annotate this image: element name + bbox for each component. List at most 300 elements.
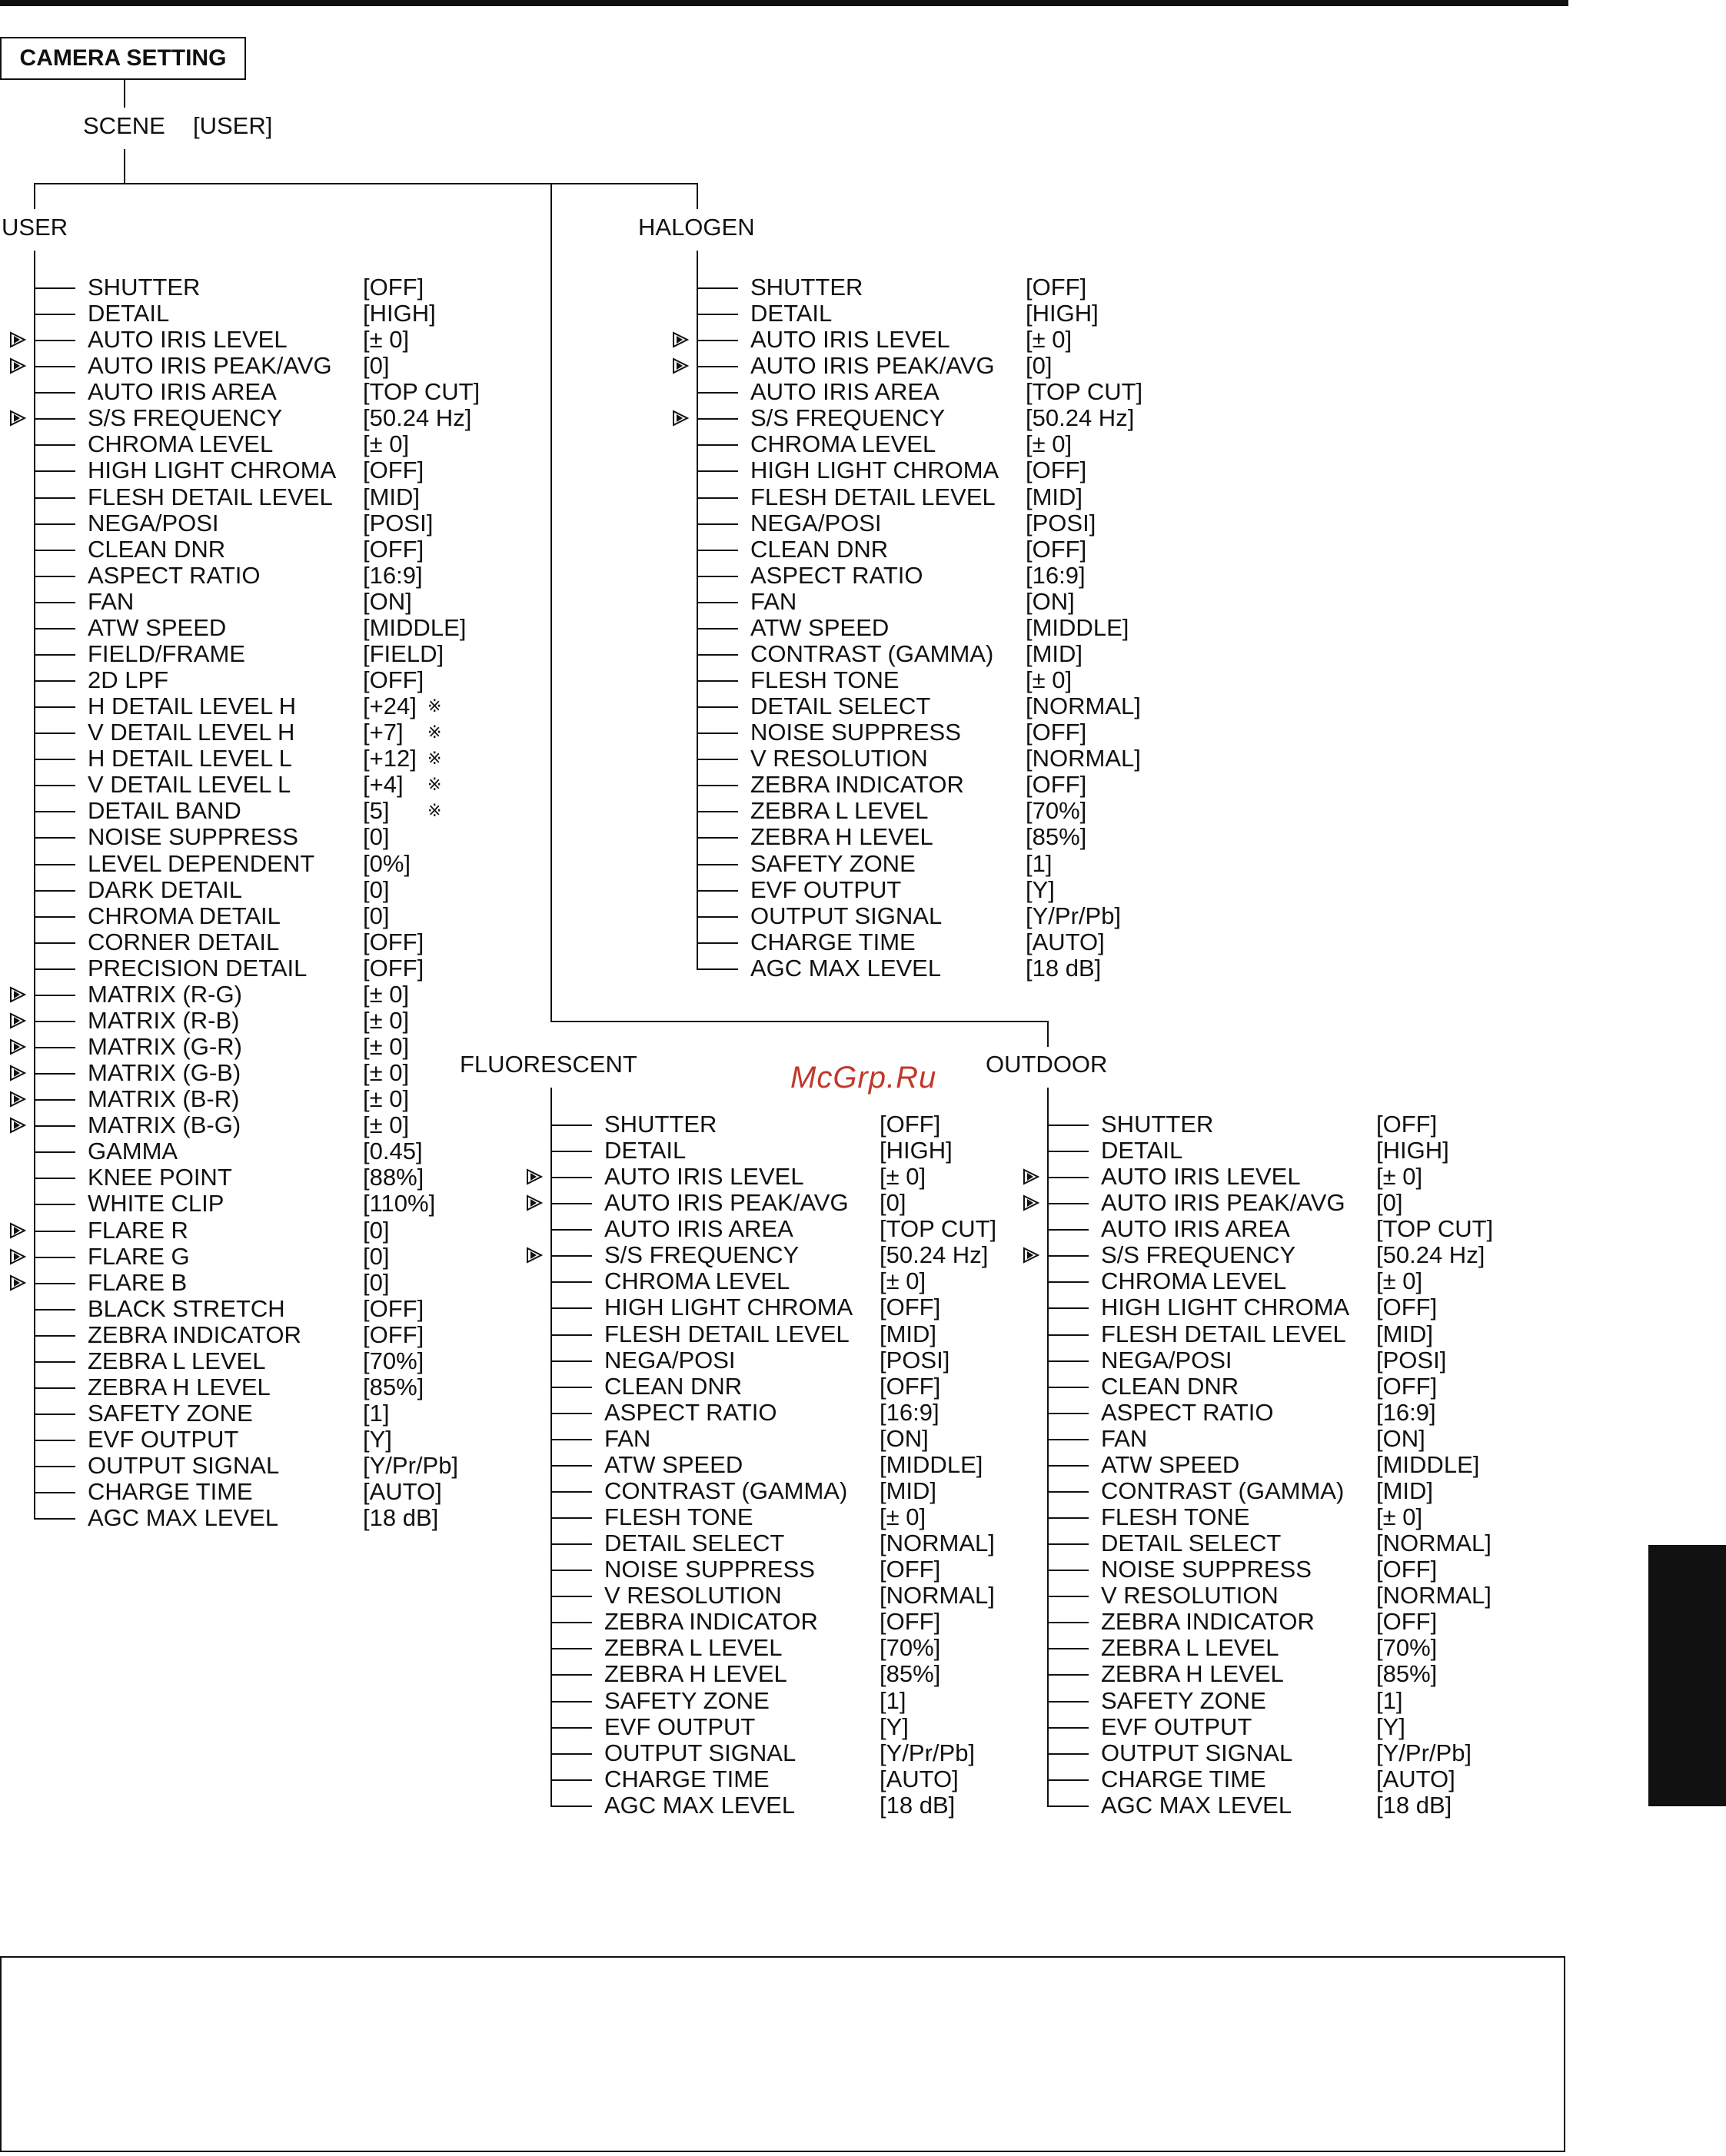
setting-row	[1047, 1766, 1539, 1792]
setting-value: [OFF]	[1376, 1294, 1438, 1321]
setting-row	[550, 1400, 1043, 1426]
setting-label: AUTO IRIS LEVEL	[88, 326, 288, 354]
setting-label: S/S FREQUENCY	[604, 1241, 800, 1269]
setting-value: [0]	[1376, 1189, 1403, 1217]
setting-row	[697, 405, 1189, 431]
setting-label: NEGA/POSI	[88, 509, 219, 537]
section-tab	[1648, 1545, 1726, 1806]
setting-label: ZEBRA L LEVEL	[1101, 1634, 1279, 1662]
setting-label: NEGA/POSI	[750, 509, 882, 537]
setting-row	[1047, 1609, 1539, 1635]
setting-label: CONTRAST (GAMMA)	[604, 1477, 848, 1504]
branch-tick	[550, 1596, 592, 1597]
setting-label: CHARGE TIME	[1101, 1765, 1266, 1792]
triangle-pointer-icon	[8, 1086, 31, 1112]
setting-label: AGC MAX LEVEL	[604, 1791, 796, 1819]
branch-tick	[34, 550, 75, 551]
user-drop	[34, 183, 35, 209]
setting-value: [Y]	[1376, 1713, 1405, 1740]
branch-tick	[697, 680, 738, 682]
setting-value: [MID]	[1376, 1320, 1434, 1347]
setting-label: MATRIX (G-R)	[88, 1033, 242, 1061]
setting-value: [OFF]	[363, 1321, 424, 1348]
setting-value: [± 0]	[1376, 1163, 1423, 1191]
branch-tick	[697, 628, 738, 630]
branch-tick	[550, 1203, 592, 1204]
branch-tick	[34, 444, 75, 446]
setting-value: [TOP CUT]	[1376, 1215, 1494, 1243]
setting-label: ATW SPEED	[88, 613, 227, 641]
setting-value: [50.24 Hz]	[1376, 1241, 1485, 1269]
setting-row	[697, 537, 1189, 563]
setting-label: S/S FREQUENCY	[1101, 1241, 1296, 1269]
setting-value: [ON]	[363, 587, 412, 615]
setting-label: ZEBRA INDICATOR	[1101, 1608, 1315, 1636]
setting-value: [± 0]	[363, 1033, 410, 1061]
setting-row	[550, 1164, 1043, 1190]
setting-row	[34, 431, 526, 457]
setting-row	[34, 537, 526, 563]
setting-value: [ON]	[1026, 587, 1075, 615]
setting-value: [MID]	[1026, 483, 1083, 510]
setting-value: [Y/Pr/Pb]	[880, 1739, 976, 1766]
setting-label: ZEBRA INDICATOR	[88, 1321, 301, 1348]
setting-value: [AUTO]	[363, 1478, 442, 1506]
setting-value: [± 0]	[363, 1085, 410, 1113]
setting-row	[697, 301, 1189, 327]
branch-tick	[34, 837, 75, 839]
setting-value: [FIELD]	[363, 639, 444, 667]
setting-value: [0]	[363, 1242, 390, 1270]
setting-label: AUTO IRIS AREA	[1101, 1215, 1290, 1243]
setting-label: ZEBRA INDICATOR	[750, 771, 964, 799]
setting-value: [0]	[363, 1268, 390, 1296]
triangle-pointer-icon	[1021, 1242, 1044, 1268]
setting-value: [OFF]	[1026, 771, 1087, 799]
setting-row	[34, 1322, 526, 1348]
setting-value: [HIGH]	[363, 300, 436, 327]
setting-value: [+24]	[363, 693, 417, 720]
setting-label: DETAIL	[604, 1137, 687, 1164]
setting-value: [Y]	[880, 1713, 909, 1740]
setting-row	[1047, 1504, 1539, 1530]
branch-tick	[697, 837, 738, 839]
triangle-pointer-icon	[524, 1242, 547, 1268]
setting-label: MATRIX (R-B)	[88, 1006, 240, 1034]
branch-tick	[1047, 1806, 1089, 1807]
setting-value: [70%]	[363, 1347, 424, 1374]
setting-row	[697, 274, 1189, 301]
setting-label: HIGH LIGHT CHROMA	[88, 457, 337, 484]
setting-value: [± 0]	[363, 326, 410, 354]
setting-value: [ON]	[1376, 1424, 1425, 1452]
setting-value: [HIGH]	[880, 1137, 953, 1164]
setting-row	[550, 1556, 1043, 1583]
branch-tick	[34, 366, 75, 367]
setting-value: [NORMAL]	[880, 1582, 995, 1610]
setting-row	[550, 1661, 1043, 1687]
setting-row	[34, 667, 526, 693]
setting-row	[34, 1034, 526, 1060]
setting-row	[34, 1453, 526, 1479]
setting-value: [OFF]	[363, 954, 424, 982]
branch-tick	[697, 340, 738, 341]
setting-label: ASPECT RATIO	[1101, 1398, 1274, 1426]
setting-row	[34, 641, 526, 667]
branch-tick	[34, 942, 75, 944]
watermark: McGrp.Ru	[790, 1061, 937, 1095]
setting-row	[697, 353, 1189, 379]
setting-row	[34, 693, 526, 719]
setting-row	[550, 1635, 1043, 1661]
branch-tick	[1047, 1779, 1089, 1781]
setting-label: S/S FREQUENCY	[88, 404, 283, 432]
setting-value: [OFF]	[1376, 1556, 1438, 1583]
setting-row	[34, 1244, 526, 1270]
setting-value: [50.24 Hz]	[880, 1241, 989, 1269]
setting-label: H DETAIL LEVEL L	[88, 745, 292, 772]
setting-value: [± 0]	[880, 1267, 926, 1295]
setting-row	[697, 929, 1189, 955]
branch-tick	[1047, 1281, 1089, 1283]
setting-value: [0]	[363, 352, 390, 380]
setting-label: NOISE SUPPRESS	[750, 719, 961, 746]
setting-label: CLEAN DNR	[750, 535, 889, 563]
setting-row	[550, 1452, 1043, 1478]
reference-mark-icon: ※	[427, 749, 442, 769]
branch-tick	[697, 314, 738, 315]
setting-label: CLEAN DNR	[88, 535, 226, 563]
branch-tick	[550, 1806, 592, 1807]
setting-value: [± 0]	[1026, 326, 1073, 354]
setting-value: [Y]	[1026, 875, 1055, 903]
setting-row	[550, 1190, 1043, 1216]
setting-row	[1047, 1347, 1539, 1374]
setting-label: AUTO IRIS LEVEL	[604, 1163, 804, 1191]
setting-row	[34, 1086, 526, 1112]
triangle-pointer-icon	[8, 982, 31, 1008]
setting-value: [85%]	[363, 1373, 424, 1400]
triangle-pointer-icon	[8, 1034, 31, 1060]
setting-label: AUTO IRIS AREA	[88, 378, 277, 406]
setting-label: EVF OUTPUT	[88, 1426, 239, 1453]
setting-label: CHROMA LEVEL	[1101, 1267, 1287, 1295]
branch-tick	[1047, 1307, 1089, 1309]
setting-row	[34, 1374, 526, 1400]
setting-row	[697, 746, 1189, 772]
setting-label: OUTPUT SIGNAL	[750, 902, 943, 929]
setting-value: [HIGH]	[1026, 300, 1099, 327]
branch-tick	[1047, 1177, 1089, 1178]
setting-row	[34, 379, 526, 405]
setting-label: PRECISION DETAIL	[88, 954, 308, 982]
column-heading-fluorescent: FLUORESCENT	[460, 1051, 637, 1078]
branch-tick	[550, 1674, 592, 1676]
setting-value: [AUTO]	[1026, 928, 1105, 955]
setting-row	[1047, 1740, 1539, 1766]
branch-tick	[697, 470, 738, 472]
scene-label: SCENE	[83, 112, 165, 139]
setting-label: SAFETY ZONE	[1101, 1686, 1266, 1714]
setting-value: [16:9]	[1376, 1398, 1436, 1426]
setting-row	[550, 1740, 1043, 1766]
setting-value: [OFF]	[363, 457, 424, 484]
setting-label: FAN	[88, 587, 135, 615]
setting-value: [± 0]	[363, 430, 410, 458]
setting-row	[34, 615, 526, 641]
triangle-pointer-icon	[524, 1190, 547, 1216]
setting-label: FAN	[604, 1424, 651, 1452]
setting-value: [OFF]	[363, 1294, 424, 1322]
setting-value: [POSI]	[1376, 1346, 1447, 1374]
branch-tick	[697, 287, 738, 289]
setting-value: [MID]	[363, 483, 421, 510]
branch-tick	[697, 968, 738, 970]
setting-row	[1047, 1374, 1539, 1400]
branch-tick	[34, 1387, 75, 1389]
setting-value: [0]	[363, 823, 390, 851]
branch-tick	[34, 1178, 75, 1179]
branch-tick	[1047, 1439, 1089, 1440]
setting-value: [OFF]	[1026, 274, 1087, 301]
setting-value: [70%]	[880, 1634, 941, 1662]
setting-label: FAN	[1101, 1424, 1148, 1452]
branch-tick	[34, 1151, 75, 1153]
setting-row	[34, 719, 526, 746]
branch-tick	[34, 340, 75, 341]
setting-row	[1047, 1400, 1539, 1426]
setting-row	[697, 851, 1189, 877]
setting-row	[697, 693, 1189, 719]
setting-label: CHROMA LEVEL	[604, 1267, 790, 1295]
setting-value: [Y/Pr/Pb]	[1026, 902, 1122, 929]
branch-tick	[550, 1151, 592, 1152]
setting-label: ZEBRA H LEVEL	[1101, 1660, 1284, 1688]
setting-row	[1047, 1714, 1539, 1740]
setting-value: [OFF]	[1376, 1372, 1438, 1400]
setting-label: SHUTTER	[1101, 1111, 1214, 1138]
setting-row	[697, 615, 1189, 641]
setting-row	[697, 877, 1189, 903]
branch-tick	[697, 864, 738, 865]
setting-row	[34, 1400, 526, 1427]
branch-tick	[550, 1753, 592, 1755]
branch-tick	[1047, 1727, 1089, 1729]
branch-tick	[697, 366, 738, 367]
setting-label: ATW SPEED	[750, 613, 890, 641]
setting-value: [TOP CUT]	[363, 378, 481, 406]
setting-value: [OFF]	[363, 535, 424, 563]
setting-value: [NORMAL]	[1026, 693, 1141, 720]
setting-label: MATRIX (R-G)	[88, 980, 242, 1008]
setting-row	[34, 929, 526, 955]
scene-connector	[124, 149, 125, 183]
setting-row	[697, 824, 1189, 850]
setting-label: AUTO IRIS AREA	[604, 1215, 793, 1243]
branch-tick	[550, 1177, 592, 1178]
setting-row	[34, 1427, 526, 1453]
setting-row	[34, 484, 526, 510]
setting-label: FLARE G	[88, 1242, 190, 1270]
setting-row	[697, 327, 1189, 353]
setting-value: [POSI]	[880, 1346, 950, 1374]
setting-label: AUTO IRIS AREA	[750, 378, 939, 406]
setting-label: CHROMA LEVEL	[88, 430, 274, 458]
setting-row	[550, 1478, 1043, 1504]
setting-value: [16:9]	[880, 1398, 939, 1426]
setting-value: [85%]	[1376, 1660, 1438, 1688]
setting-value: [NORMAL]	[1376, 1582, 1492, 1610]
setting-value: [50.24 Hz]	[363, 404, 472, 432]
branch-tick	[34, 470, 75, 472]
setting-row	[34, 274, 526, 301]
setting-label: MATRIX (B-G)	[88, 1111, 241, 1139]
setting-label: CHROMA LEVEL	[750, 430, 936, 458]
triangle-pointer-icon	[8, 1244, 31, 1270]
branch-tick	[550, 1648, 592, 1649]
setting-label: FLESH DETAIL LEVEL	[88, 483, 333, 510]
footer-box	[0, 1956, 1565, 2152]
setting-label: CHARGE TIME	[750, 928, 916, 955]
setting-row	[1047, 1556, 1539, 1583]
branch-tick	[34, 1492, 75, 1493]
triangle-pointer-icon	[670, 405, 693, 431]
setting-label: CONTRAST (GAMMA)	[1101, 1477, 1345, 1504]
setting-row	[34, 1348, 526, 1374]
setting-row	[697, 510, 1189, 537]
setting-label: DETAIL SELECT	[750, 693, 931, 720]
branch-tick	[550, 1543, 592, 1545]
setting-value: [OFF]	[1026, 535, 1087, 563]
setting-label: HIGH LIGHT CHROMA	[604, 1294, 853, 1321]
setting-label: FLARE R	[88, 1216, 188, 1244]
reference-mark-icon: ※	[427, 801, 442, 821]
branch-tick	[697, 497, 738, 499]
setting-label: ZEBRA H LEVEL	[88, 1373, 271, 1400]
setting-label: V DETAIL LEVEL L	[88, 771, 291, 799]
setting-value: [Y/Pr/Pb]	[1376, 1739, 1472, 1766]
setting-label: ATW SPEED	[1101, 1450, 1240, 1478]
setting-value: [18 dB]	[1376, 1791, 1452, 1819]
branch-tick	[550, 1622, 592, 1623]
branch-tick	[1047, 1517, 1089, 1519]
setting-row	[550, 1321, 1043, 1347]
branch-tick	[697, 418, 738, 420]
setting-value: [OFF]	[1376, 1608, 1438, 1636]
setting-label: WHITE CLIP	[88, 1190, 224, 1218]
triangle-pointer-icon	[670, 327, 693, 353]
setting-value: [Y/Pr/Pb]	[363, 1452, 459, 1480]
setting-row	[697, 431, 1189, 457]
setting-label: V RESOLUTION	[750, 745, 928, 772]
setting-row	[34, 1479, 526, 1505]
branch-tick	[550, 1229, 592, 1231]
setting-row	[1047, 1268, 1539, 1294]
setting-label: DARK DETAIL	[88, 875, 242, 903]
setting-row	[34, 1112, 526, 1138]
setting-label: FLESH TONE	[1101, 1503, 1250, 1531]
setting-value: [± 0]	[363, 1111, 410, 1139]
setting-value: [18 dB]	[1026, 954, 1102, 982]
setting-label: DETAIL SELECT	[1101, 1530, 1282, 1557]
branch-tick	[550, 1491, 592, 1493]
triangle-pointer-icon	[8, 1008, 31, 1034]
branch-tick	[697, 733, 738, 734]
branch-tick	[34, 916, 75, 918]
setting-value: [± 0]	[363, 1059, 410, 1087]
setting-label: OUTPUT SIGNAL	[88, 1452, 280, 1480]
setting-row	[550, 1766, 1043, 1792]
triangle-pointer-icon	[8, 1112, 31, 1138]
reference-mark-icon: ※	[427, 696, 442, 716]
setting-label: SHUTTER	[88, 274, 201, 301]
setting-value: [16:9]	[1026, 561, 1086, 589]
setting-label: ZEBRA L LEVEL	[604, 1634, 783, 1662]
setting-row	[34, 1505, 526, 1531]
setting-value: [0]	[363, 1216, 390, 1244]
branch-tick	[34, 1047, 75, 1048]
branch-tick	[1047, 1543, 1089, 1545]
branch-tick	[34, 1440, 75, 1441]
setting-label: GAMMA	[88, 1138, 178, 1165]
branch-tick	[697, 523, 738, 525]
setting-value: [± 0]	[880, 1163, 926, 1191]
setting-value: [POSI]	[1026, 509, 1096, 537]
setting-row	[550, 1688, 1043, 1714]
branch-tick	[34, 1099, 75, 1101]
setting-value: [88%]	[363, 1164, 424, 1191]
branch-tick	[1047, 1151, 1089, 1152]
setting-value: [MIDDLE]	[1376, 1450, 1480, 1478]
setting-value: [OFF]	[363, 274, 424, 301]
setting-value: [0]	[363, 902, 390, 929]
center-trunk	[550, 183, 552, 1022]
setting-label: V DETAIL LEVEL H	[88, 719, 295, 746]
column-heading-halogen: HALOGEN	[638, 214, 755, 241]
setting-label: EVF OUTPUT	[750, 875, 902, 903]
setting-row	[1047, 1635, 1539, 1661]
branch-tick	[34, 628, 75, 630]
setting-label: NOISE SUPPRESS	[604, 1556, 815, 1583]
setting-value: [85%]	[1026, 823, 1087, 851]
branch-tick	[34, 576, 75, 577]
setting-label: DETAIL SELECT	[604, 1530, 785, 1557]
setting-row	[34, 353, 526, 379]
branch-tick	[34, 287, 75, 289]
setting-label: HIGH LIGHT CHROMA	[1101, 1294, 1350, 1321]
setting-label: LEVEL DEPENDENT	[88, 849, 315, 877]
setting-label: V RESOLUTION	[604, 1582, 782, 1610]
setting-label: FLESH DETAIL LEVEL	[604, 1320, 850, 1347]
reference-mark-icon: ※	[427, 775, 442, 795]
branch-tick	[34, 418, 75, 420]
setting-value: [HIGH]	[1376, 1137, 1449, 1164]
branch-tick	[34, 523, 75, 525]
setting-value: [OFF]	[363, 666, 424, 694]
branch-tick	[697, 602, 738, 603]
column-heading-outdoor: OUTDOOR	[986, 1051, 1108, 1078]
branch-tick	[1047, 1387, 1089, 1388]
branch-tick	[697, 890, 738, 892]
branch-tick	[550, 1439, 592, 1440]
triangle-pointer-icon	[1021, 1164, 1044, 1190]
setting-row	[550, 1111, 1043, 1138]
setting-row	[550, 1374, 1043, 1400]
setting-row	[697, 955, 1189, 982]
page-title: CAMERA SETTING	[0, 37, 246, 80]
top-rule	[0, 0, 1568, 6]
setting-row	[34, 1270, 526, 1296]
